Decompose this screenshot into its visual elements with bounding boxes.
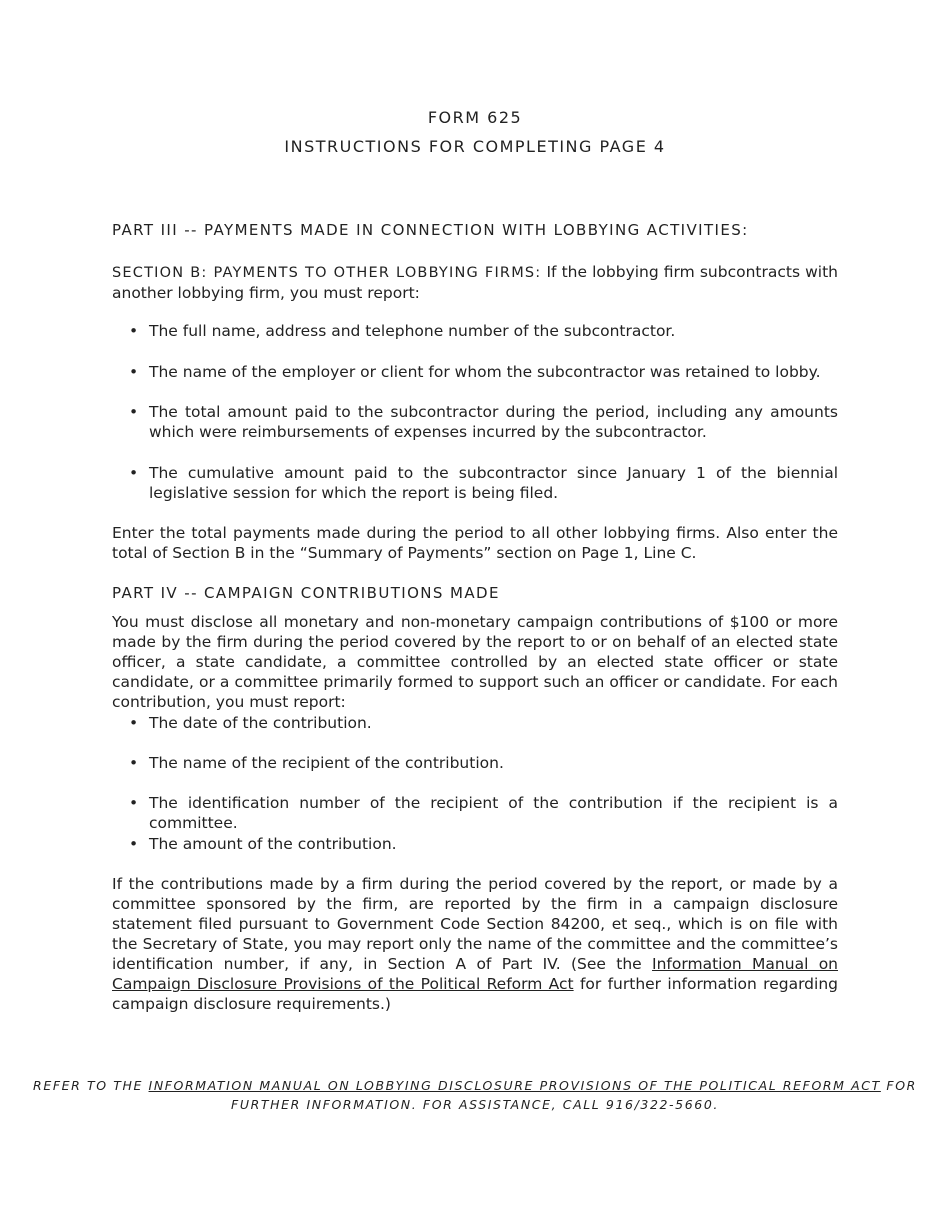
bullet-icon: • — [129, 754, 139, 772]
form-subtitle: INSTRUCTIONS FOR COMPLETING PAGE 4 — [284, 137, 666, 156]
list-item: • The name of the recipient of the contribution. — [129, 754, 504, 772]
section-b-intro — [112, 262, 838, 303]
lobbying-manual-reference: INFORMATION MANUAL ON LOBBYING DISCLOSURE PROVISIONS OF THE POLITICAL REFORM ACT — [148, 1078, 881, 1093]
bullet-icon: • — [129, 714, 139, 732]
list-item: • The full name, address and telephone number of the subcontractor. — [129, 322, 676, 340]
part4-closing: If the contributions made by a firm during the period covered by the report, or made by a committee sponsored by the firm, are reported by the firm in a campaign disclosure statement filed pursuant to Government Code Section 84200, et seq., which is on file with the Secretary of State, you may report only the name of the committee and the committee’s identification number, if any, in Section A of Part IV. (See the Information Manual on Campaign Disclosure Provisions of the Political Reform Act for further information regarding campaign disclosure requirements.) — [112, 875, 839, 1013]
part3-closing: Enter the total payments made during the period to all other lobbying firms. Also enter the total of Section B in the “Summary of Payments” section on Page 1, Line C. — [112, 524, 838, 562]
bullet-icon: • — [129, 363, 139, 381]
campaign-manual-reference: Information Manual on Campaign Disclosure Provisions of the Political Reform Act — [112, 955, 839, 993]
part4-intro: You must disclose all monetary and non-monetary campaign contributions of $100 or more made by the firm during the period covered by the report to or on behalf of an elected state officer, a state candidate, a committee controlled by an elected state officer or state candidate, or a committee primarily formed to support such an officer or candidate. For each contribution, you must report: — [112, 613, 838, 711]
footer-note: REFER TO THE INFORMATION MANUAL ON LOBBYING DISCLOSURE PROVISIONS OF THE POLITICAL REFORM ACT FOR FURTHER INFORMATION. FOR ASSISTANCE, CALL 916/322-5660. — [33, 1078, 917, 1112]
section-b-label: SECTION B: PAYMENTS TO OTHER LOBBYING FIRMS: — [112, 265, 542, 281]
list-item: • The name of the employer or client for whom the subcontractor was retained to lobby. — [129, 363, 821, 381]
list-item: • The cumulative amount paid to the subcontractor since January 1 of the biennial legislative session for which the report is being filed. — [129, 464, 838, 502]
section-b-text: If the lobbying firm subcontracts with another lobbying firm, you must report: — [112, 263, 838, 302]
bullet-icon: • — [129, 794, 139, 812]
list-item: • The total amount paid to the subcontractor during the period, including any amounts which were reimbursements of expenses incurred by the subcontractor. — [129, 403, 838, 441]
list-item: • The date of the contribution. — [129, 714, 372, 732]
bullet-icon: • — [129, 322, 139, 340]
list-item: • The amount of the contribution. — [129, 835, 397, 853]
bullet-icon: • — [129, 835, 139, 853]
list-item: • The identification number of the recipient of the contribution if the recipient is a committee. — [129, 794, 838, 832]
part4-heading: PART IV -- CAMPAIGN CONTRIBUTIONS MADE — [112, 584, 500, 602]
part3-heading: PART III -- PAYMENTS MADE IN CONNECTION WITH LOBBYING ACTIVITIES: — [112, 221, 749, 239]
bullet-icon: • — [129, 464, 139, 482]
form-number: FORM 625 — [427, 108, 523, 127]
bullet-icon: • — [129, 403, 139, 421]
